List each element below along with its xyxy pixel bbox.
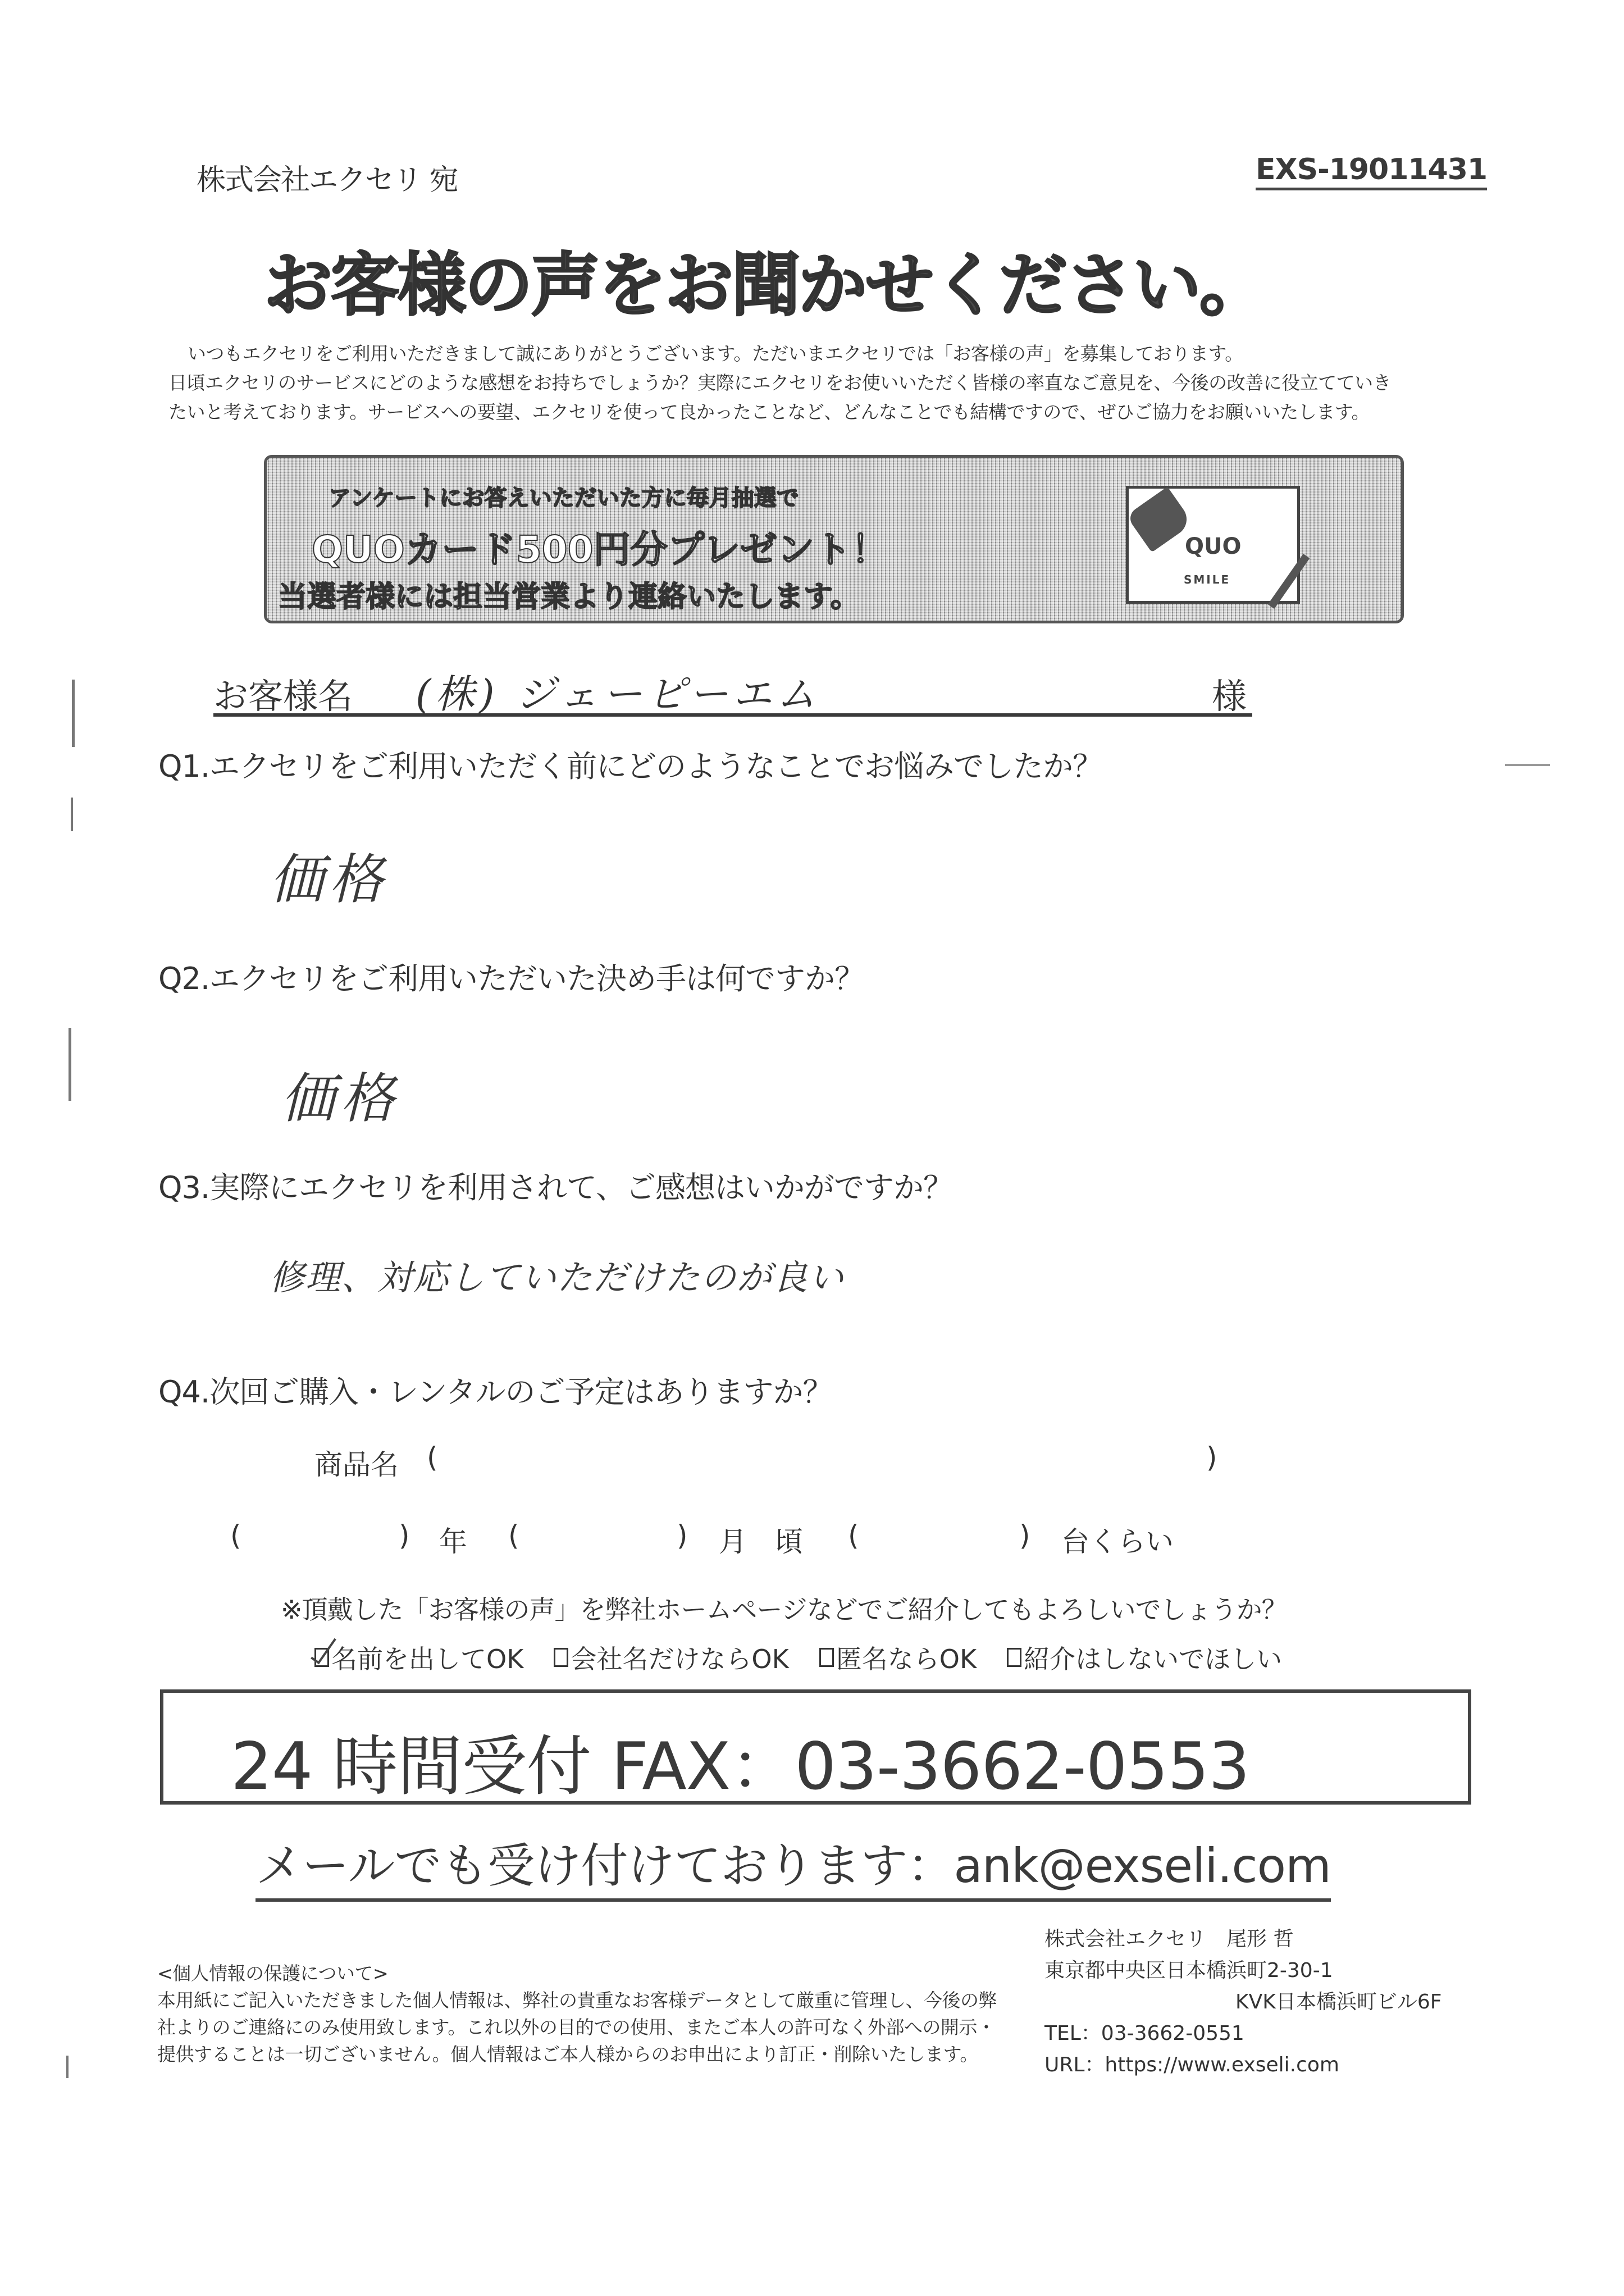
consent-options (314, 1639, 1282, 1676)
quantity-close-paren: ) (1019, 1519, 1030, 1552)
question-1: Q1.エクセリをご利用いただく前にどのようなことでお悩みでしたか？ (158, 749, 1103, 784)
month-close-paren: ) (677, 1519, 688, 1552)
checkbox-checked-icon[interactable] (314, 1648, 329, 1667)
consent-option-label: 名前を出してOK (331, 1644, 524, 1674)
intro-line: たいと考えております。サービスへの要望、エクセリを使って良かったことなど、どんなことでも結構ですので、ぜひご協力をお願いいたします。 (168, 401, 1370, 423)
answer-2[interactable]: 価格 (281, 1067, 400, 1130)
customer-name-suffix: 様 (1211, 676, 1247, 717)
page-title: お客様の声をお聞かせください。 (264, 245, 1266, 325)
japan-map-icon (1126, 486, 1193, 552)
quantity-open-paren: ( (848, 1519, 859, 1552)
product-name-label: 商品名 (314, 1448, 399, 1481)
privacy-line: 提供することは一切ございません。個人情報はご本人様からのお申出により訂正・削除いたします。 (157, 2043, 978, 2065)
quantity-input[interactable] (870, 1519, 1011, 1553)
company-address-2: KVK日本橋浜町ビル6F (1235, 1990, 1442, 2013)
consent-option-anonymous[interactable] (819, 1639, 977, 1676)
quo-logo: QUO (1185, 534, 1242, 559)
company-tel: TEL：03-3662-0551 (1044, 2022, 1244, 2045)
checkbox-icon[interactable] (1007, 1648, 1021, 1667)
month-open-paren: ( (508, 1519, 519, 1552)
privacy-line: 社よりのご連絡にのみ使用致します。これ以外の目的での使用、またご本人の許可なく外部への開示・ (157, 2016, 996, 2038)
intro-paragraph (168, 339, 1516, 427)
company-contact (1044, 1924, 1441, 2081)
fax-box (160, 1689, 1471, 1805)
document-id: EXS-19011431 (1256, 153, 1487, 190)
customer-name-field[interactable] (213, 663, 1252, 717)
intro-line: いつもエクセリをご利用いただきまして誠にありがとうございます。ただいまエクセリでは「お客様の声」を募集しております。 (188, 343, 1243, 365)
scan-artifact (1505, 764, 1550, 766)
consent-option-name-ok[interactable] (314, 1639, 523, 1676)
card-stripe-icon (1268, 554, 1310, 609)
quantity-label: 台くらい (1061, 1525, 1174, 1558)
consent-option-company-only[interactable] (554, 1639, 788, 1676)
product-open-paren: ( (427, 1441, 438, 1474)
consent-option-label: 匿名ならOK (836, 1644, 977, 1674)
month-input[interactable] (531, 1519, 671, 1553)
scan-artifact (72, 680, 75, 747)
banner-line-2: QUOカード500円分プレゼント！ (312, 528, 888, 571)
quo-card-image (1126, 486, 1300, 604)
company-name: 株式会社エクセリ 尾形 哲 (1044, 1928, 1294, 1951)
fax-number: 24 時間受付 FAX：03-3662-0553 (231, 1729, 1249, 1805)
company-url[interactable]: URL：https://www.exseli.com (1044, 2053, 1339, 2076)
consent-note: ※頂戴した「お客様の声」を弊社ホームページなどでご紹介してもよろしいでしょうか？ (281, 1595, 1287, 1625)
email-contact[interactable]: メールでも受け付けております：ank@exseli.com (256, 1828, 1331, 1902)
product-close-paren: ) (1206, 1441, 1217, 1474)
checkbox-icon[interactable] (819, 1648, 834, 1667)
year-close-paren: ) (399, 1519, 410, 1552)
privacy-notice (157, 1960, 997, 2068)
question-3: Q3.実際にエクセリを利用されて、ご感想はいかがですか？ (158, 1170, 953, 1205)
month-label: 月 頃 (719, 1525, 803, 1558)
addressee: 株式会社エクセリ 宛 (197, 163, 458, 197)
scan-artifact (66, 2056, 69, 2078)
year-open-paren: ( (230, 1519, 241, 1552)
consent-option-no-intro[interactable] (1007, 1639, 1282, 1676)
consent-option-label: 会社名だけならOK (571, 1644, 789, 1674)
consent-option-label: 紹介はしないでほしい (1024, 1644, 1283, 1674)
year-input[interactable] (253, 1519, 393, 1553)
answer-1[interactable]: 価格 (270, 848, 389, 911)
year-label: 年 (439, 1525, 467, 1558)
intro-line: 日頃エクセリのサービスにどのような感想をお持ちでしょうか？実際にエクセリをお使いいただく皆様の率直なご意見を、今後の改善に役立てていき (168, 372, 1392, 394)
banner-line-3: 当選者様には担当営業より連絡いたします。 (278, 580, 860, 614)
answer-3[interactable]: 修理、対応していただけたのが良い (270, 1257, 845, 1298)
checkbox-icon[interactable] (554, 1648, 568, 1667)
question-2: Q2.エクセリをご利用いただいた決め手は何ですか？ (158, 961, 865, 996)
scan-artifact (69, 1028, 71, 1101)
privacy-heading: <個人情報の保護について> (157, 1962, 389, 1984)
privacy-line: 本用紙にご記入いただきました個人情報は、弊社の貴重なお客様データとして厳重に管理し、今後の弊 (157, 1989, 997, 2011)
customer-name-label: お客様名 (213, 676, 353, 717)
quo-card-banner (264, 455, 1404, 623)
question-4: Q4.次回ご購入・レンタルのご予定はありますか？ (158, 1374, 833, 1410)
customer-name-value: (株) ジェーピーエム (416, 671, 820, 717)
company-address-1: 東京都中央区日本橋浜町2-30-1 (1044, 1959, 1333, 1982)
quo-smile-text: SMILE (1184, 573, 1231, 586)
product-name-input[interactable] (449, 1442, 1179, 1476)
banner-line-1: アンケートにお答えいただいた方に毎月抽選で (329, 485, 799, 511)
scan-artifact (71, 798, 73, 831)
